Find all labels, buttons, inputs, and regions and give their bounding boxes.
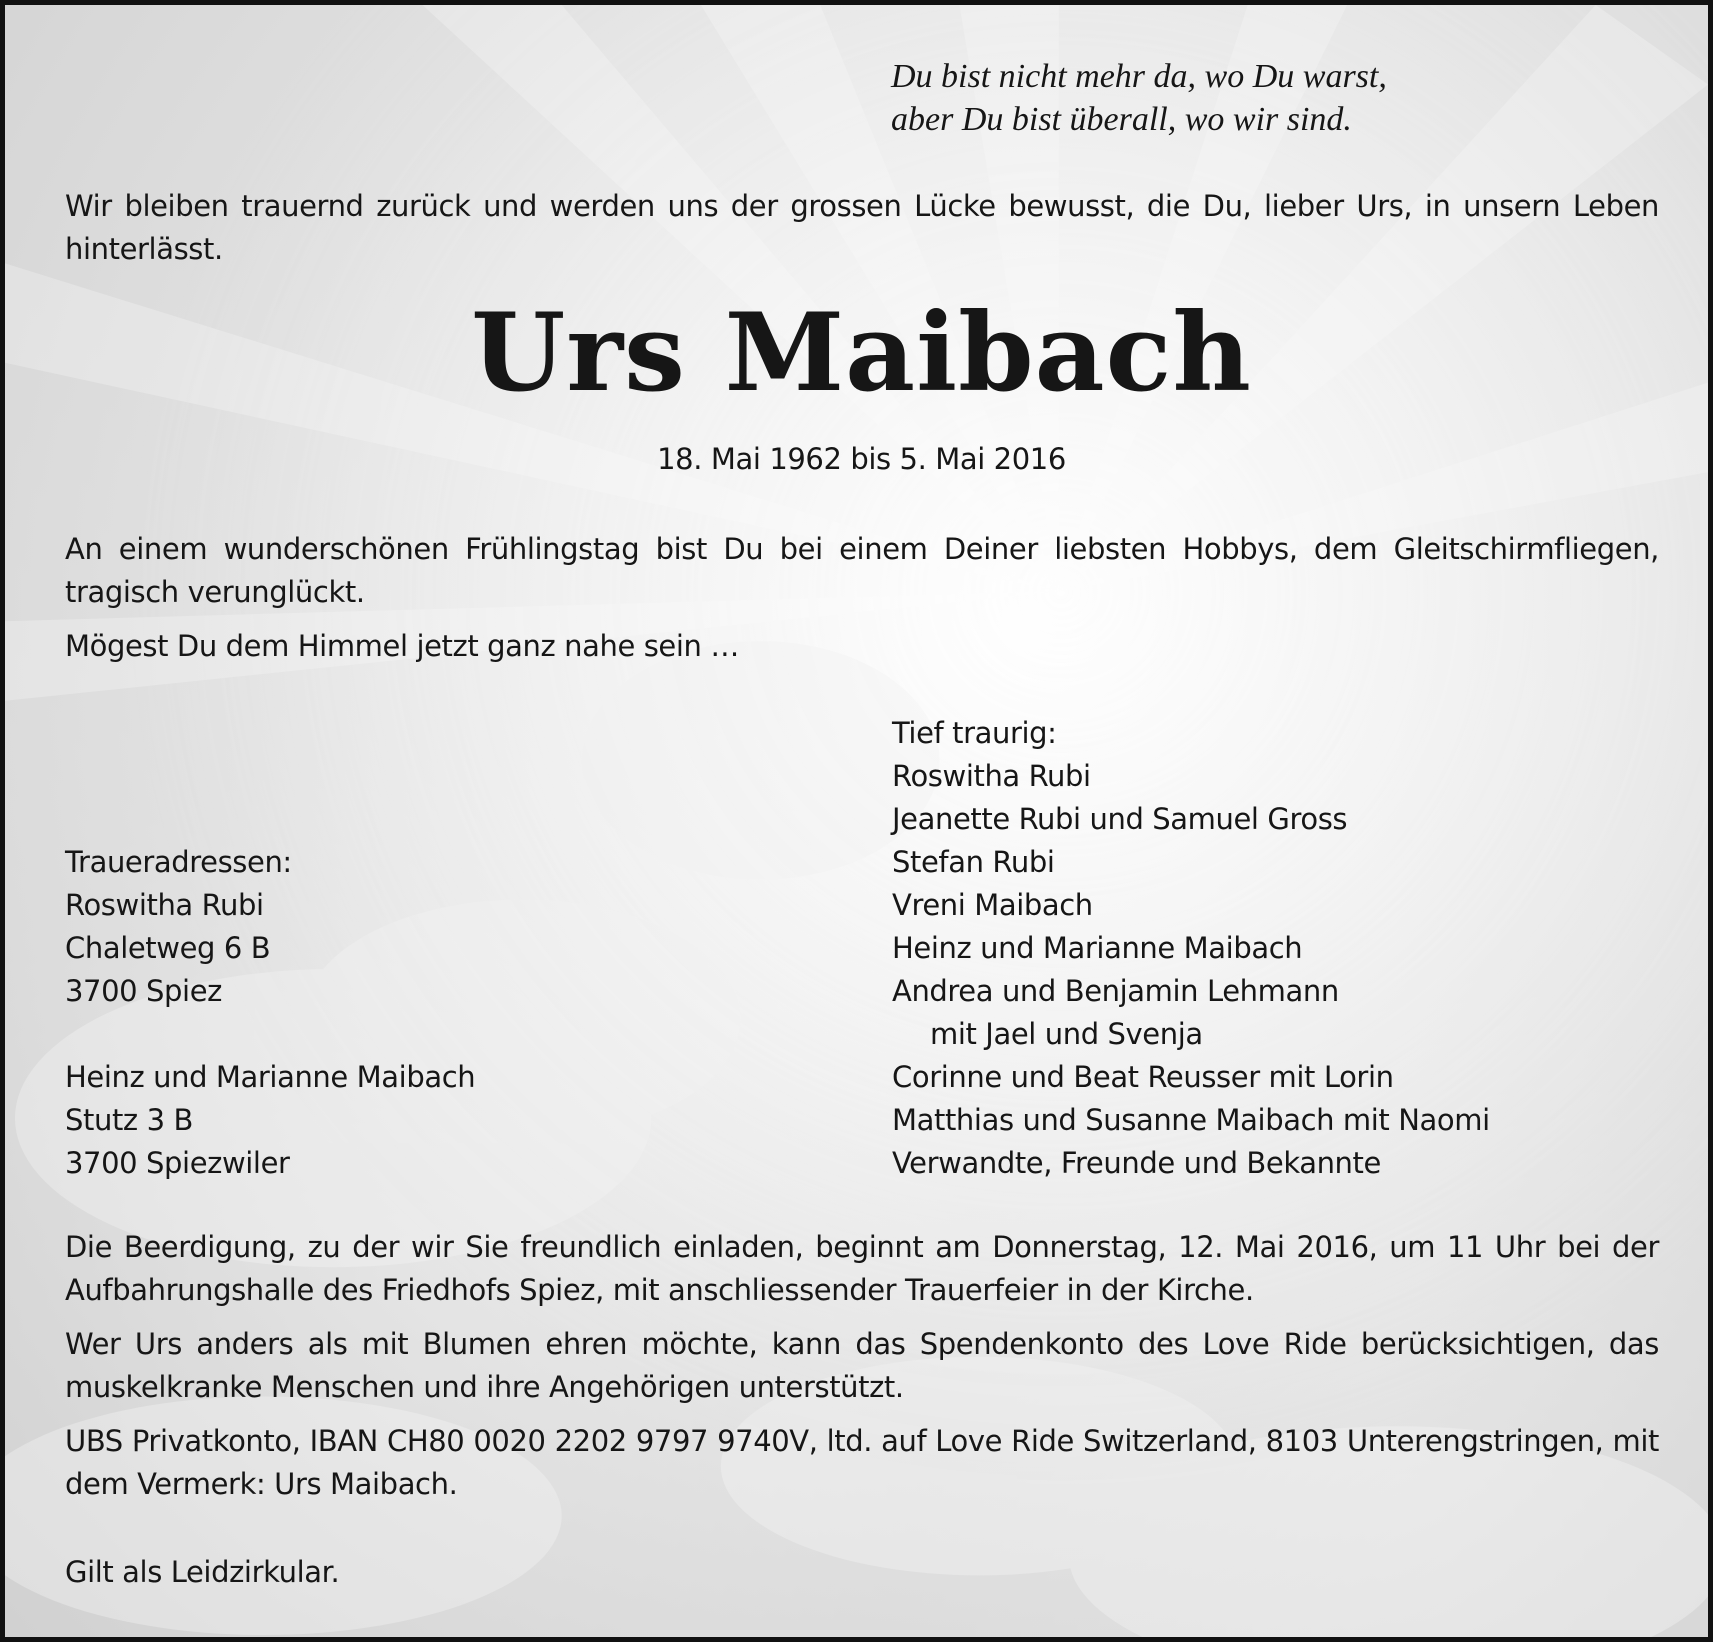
mourners-list bbox=[892, 712, 1490, 1185]
mourner-line: Verwandte, Freunde und Bekannte bbox=[892, 1146, 1381, 1180]
story-paragraph: An einem wunderschönen Frühlingstag bist Du bei einem Deiner liebsten Hobbys, dem Gleitschirmfliegen, tragisch verunglückt. bbox=[65, 532, 1659, 609]
address-2-street: Stutz 3 B bbox=[65, 1103, 193, 1137]
mourner-line: Corinne und Beat Reusser mit Lorin bbox=[892, 1060, 1394, 1094]
memorial-quote bbox=[891, 55, 1651, 141]
mourner-line: Stefan Rubi bbox=[892, 845, 1055, 879]
address-1-street: Chaletweg 6 B bbox=[65, 931, 271, 965]
footer-note: Gilt als Leidzirkular. bbox=[65, 1555, 340, 1589]
mourner-line: Roswitha Rubi bbox=[892, 759, 1091, 793]
mourners-heading: Tief traurig: bbox=[892, 716, 1057, 750]
mourner-line: mit Jael und Svenja bbox=[930, 1017, 1203, 1051]
address-2-name: Heinz und Marianne Maibach bbox=[65, 1060, 476, 1094]
farewell-line: Mögest Du dem Himmel jetzt ganz nahe sein … bbox=[65, 629, 739, 663]
deceased-name: Urs Maibach bbox=[471, 290, 1252, 416]
quote-line-1: Du bist nicht mehr da, wo Du warst, bbox=[891, 58, 1387, 95]
bank-details-paragraph: UBS Privatkonto, IBAN CH80 0020 2202 9797 9740V, ltd. auf Love Ride Switzerland, 8103 Unterengstringen, mit dem Vermerk: Urs Maibach. bbox=[65, 1424, 1659, 1501]
quote-line-2: aber Du bist überall, wo wir sind. bbox=[891, 101, 1352, 138]
mourner-line: Jeanette Rubi und Samuel Gross bbox=[892, 802, 1348, 836]
mourner-line: Vreni Maibach bbox=[892, 888, 1093, 922]
intro-paragraph: Wir bleiben trauernd zurück und werden uns der grossen Lücke bewusst, die Du, lieber Urs, in unsern Leben hinterlässt. bbox=[65, 189, 1659, 266]
mourner-line: Andrea und Benjamin Lehmann bbox=[892, 974, 1339, 1008]
addresses-heading: Traueradressen: bbox=[65, 845, 292, 879]
funeral-paragraph: Die Beerdigung, zu der wir Sie freundlich einladen, beginnt am Donnerstag, 12. Mai 2016, um 11 Uhr bei der Aufbahrungshalle des Friedhofs Spiez, mit anschliessender Trauerfeier in der Kirche. bbox=[65, 1230, 1659, 1307]
address-spacer bbox=[65, 1013, 475, 1056]
mourning-addresses bbox=[65, 841, 475, 1185]
address-2-city: 3700 Spiezwiler bbox=[65, 1146, 290, 1180]
mourner-line: Matthias und Susanne Maibach mit Naomi bbox=[892, 1103, 1490, 1137]
donation-paragraph: Wer Urs anders als mit Blumen ehren möchte, kann das Spendenkonto des Love Ride berücksichtigen, das muskelkranke Menschen und ihre Angehörigen unterstützt. bbox=[65, 1327, 1659, 1404]
life-dates: 18. Mai 1962 bis 5. Mai 2016 bbox=[657, 442, 1066, 476]
address-1-city: 3700 Spiez bbox=[65, 974, 222, 1008]
address-1-name: Roswitha Rubi bbox=[65, 888, 264, 922]
mourner-line: Heinz und Marianne Maibach bbox=[892, 931, 1303, 965]
